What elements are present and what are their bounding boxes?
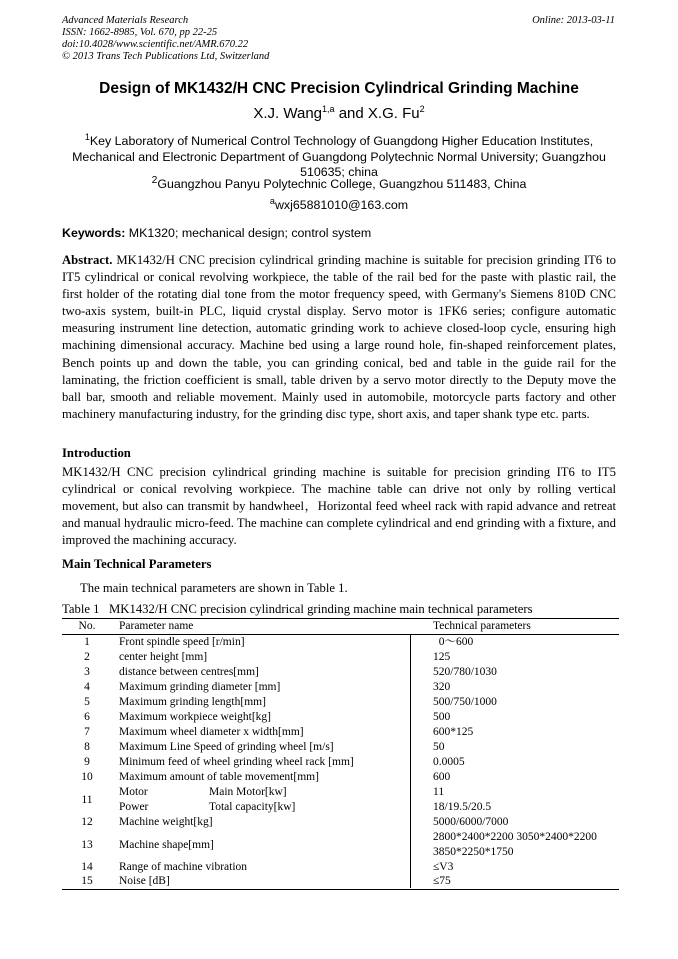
row-value: 0.0005	[433, 756, 465, 768]
email-sup: a	[269, 196, 275, 206]
row-value: 125	[433, 651, 451, 663]
table-row	[62, 710, 619, 725]
email	[0, 196, 678, 212]
table-row	[62, 755, 619, 770]
row-value: 5000/6000/7000	[433, 816, 509, 828]
table-row	[62, 635, 619, 650]
row-name: Noise [dB]	[119, 875, 170, 887]
row-11-no: 11	[81, 793, 93, 806]
row-value: 500/750/1000	[433, 696, 497, 708]
row-no: 1	[84, 636, 90, 648]
row-no: 2	[84, 651, 90, 663]
row-11-value-2: 18/19.5/20.5	[433, 801, 492, 813]
affiliation-2-text: Guangzhou Panyu Polytechnic College, Guangzhou 511483, China	[157, 177, 527, 192]
row-13-no: 13	[81, 838, 93, 851]
row-no: 15	[81, 875, 93, 887]
table-row	[62, 740, 619, 755]
row-name: Front spindle speed [r/min]	[119, 636, 245, 648]
row-value: ≤V3	[433, 861, 454, 873]
row-value: 520/780/1030	[433, 666, 497, 678]
author-1: X.J. Wang	[253, 105, 323, 122]
row-no: 6	[84, 711, 90, 723]
copyright: © 2013 Trans Tech Publications Ltd, Switzerland	[62, 51, 270, 62]
header-name: Parameter name	[119, 620, 194, 632]
row-11-total-capacity: Total capacity[kw]	[209, 801, 296, 813]
affiliation-2-sup: 2	[151, 175, 158, 186]
row-name: Machine weight[kg]	[119, 816, 213, 828]
table-row	[62, 800, 619, 815]
abstract-label: Abstract.	[62, 253, 113, 267]
header-no: No.	[78, 620, 96, 632]
table-row	[62, 770, 619, 785]
abstract	[62, 252, 616, 423]
table-caption: Table 1 MK1432/H CNC precision cylindrical grinding machine main technical parameters	[62, 602, 533, 616]
authors	[0, 104, 678, 122]
row-value: 500	[433, 711, 451, 723]
row-13-value-2: 3850*2250*1750	[433, 846, 514, 858]
email-text: wxj65881010@163.com	[274, 198, 409, 213]
header-value: Technical parameters	[433, 620, 531, 632]
affiliation-2	[62, 175, 616, 191]
affiliation-1-sup: 1	[84, 132, 90, 142]
row-name: center height [mm]	[119, 651, 208, 663]
row-name: Maximum wheel diameter x width[mm]	[119, 726, 304, 738]
row-13-name: Machine shape[mm]	[119, 838, 214, 851]
row-value: 50	[433, 741, 445, 753]
keywords-label: Keywords:	[62, 226, 126, 240]
row-11-power: Power	[119, 801, 149, 813]
journal-header	[62, 15, 269, 63]
row-11-value-1: 11	[433, 786, 445, 798]
main-params-sentence: The main technical parameters are shown in Table 1.	[80, 581, 348, 595]
row-no: 10	[81, 771, 93, 783]
row-name: Minimum feed of wheel grinding wheel rack [mm]	[119, 756, 354, 768]
row-no: 8	[84, 741, 90, 753]
table-row	[62, 815, 619, 830]
table-row	[62, 845, 619, 860]
table-row	[62, 665, 619, 680]
online-date: Online: 2013-03-11	[532, 15, 615, 26]
row-name: distance between centres[mm]	[119, 666, 259, 678]
row-value: 600*125	[433, 726, 474, 738]
table-row	[62, 695, 619, 710]
row-name: Maximum grinding diameter [mm]	[119, 681, 281, 693]
introduction-heading: Introduction	[62, 446, 131, 460]
table-row	[62, 874, 619, 889]
row-name: Maximum Line Speed of grinding wheel [m/s]	[119, 741, 334, 753]
row-no: 4	[84, 681, 90, 693]
table-row	[62, 650, 619, 665]
affiliation-1	[62, 130, 616, 181]
row-value: 600	[433, 771, 451, 783]
row-name: Range of machine vibration	[119, 861, 248, 873]
row-no: 5	[84, 696, 90, 708]
table-bottom-rule	[62, 889, 619, 890]
row-no: 7	[84, 726, 90, 738]
row-name: Maximum amount of table movement[mm]	[119, 771, 319, 783]
doi: doi:10.4028/www.scientific.net/AMR.670.22	[62, 39, 249, 50]
row-value: ≤75	[433, 875, 451, 887]
keywords-text: MK1320; mechanical design; control system	[125, 226, 372, 240]
journal-name: Advanced Materials Research	[62, 15, 189, 26]
row-no: 12	[81, 816, 93, 828]
author-and: and	[334, 105, 368, 122]
keywords	[62, 226, 371, 240]
row-no: 9	[84, 756, 90, 768]
row-no: 3	[84, 666, 90, 678]
table-header-row	[62, 619, 619, 634]
row-13-value-1: 2800*2400*2200 3050*2400*2200	[433, 831, 597, 843]
row-value: 320	[433, 681, 451, 693]
affiliation-1-text: Key Laboratory of Numerical Control Technology of Guangdong Higher Education Institutes, Mechanical and Electronic Department of Guangdong Polytechnic Normal University; Guangzhou 510635; china	[72, 134, 606, 180]
row-11-motor: Motor	[119, 786, 148, 798]
abstract-text: MK1432/H CNC precision cylindrical grinding machine is suitable for precision grinding IT6 to IT5 cylindrical or conical revolving workpiece, the table of the rail bed for the paste with plastic rail, the first holder of the rotating dial tone from the motor frequency speed, with Germany's Siemens 810D CNC two-axis system, built-in PLC, liquid crystal display. Servo motor is 1FK6 series; configure automatic measuring instrument line detection, automatic grinding work to achieve closed-loop cycle, ensuring high machining dimensional accuracy. Machine bed using a large round hole, fin-shaped reinforcement plates, Bench points up and down the table, you can grinding conical, bed and table in the guide rail for the laminating, the friction coefficient is small, table driven by a servo motor directly to the Deputy move the ball bar, smooth and reliable movement. Mainly used in automobile, motorcycle parts factory and other machinery manufacturing industry, for the grinding disc type, short axis, and taper shank type etc. parts.	[62, 253, 616, 421]
table-row	[62, 860, 619, 875]
row-name: Maximum grinding length[mm]	[119, 696, 266, 708]
table-row	[62, 725, 619, 740]
issn: ISSN: 1662-8985, Vol. 670, pp 22-25	[62, 27, 218, 38]
row-value: 0～600	[433, 636, 474, 648]
paper-title: Design of MK1432/H CNC Precision Cylindrical Grinding Machine	[99, 80, 579, 97]
author-1-sup: 1,a	[322, 104, 335, 114]
author-2: X.G. Fu	[367, 105, 420, 122]
author-2-sup: 2	[419, 104, 425, 114]
introduction-text: MK1432/H CNC precision cylindrical grinding machine is suitable for precision grinding IT6 to IT5 cylindrical or conical revolving workpiece. The machine table can drive not only by rolling vertical movement, but also can transmit by handwheel，Horizontal feed wheel rack with rapid advance and retreat and manual hydraulic micro-feed. The machine can complete cylindrical and end grinding with a fixture, and improved the machining accuracy.	[62, 465, 616, 548]
table-row	[62, 680, 619, 695]
row-no: 14	[81, 861, 93, 873]
row-11-main-motor: Main Motor[kw]	[209, 786, 287, 798]
main-params-heading: Main Technical Parameters	[62, 557, 212, 571]
row-name: Maximum workpiece weight[kg]	[119, 711, 272, 723]
